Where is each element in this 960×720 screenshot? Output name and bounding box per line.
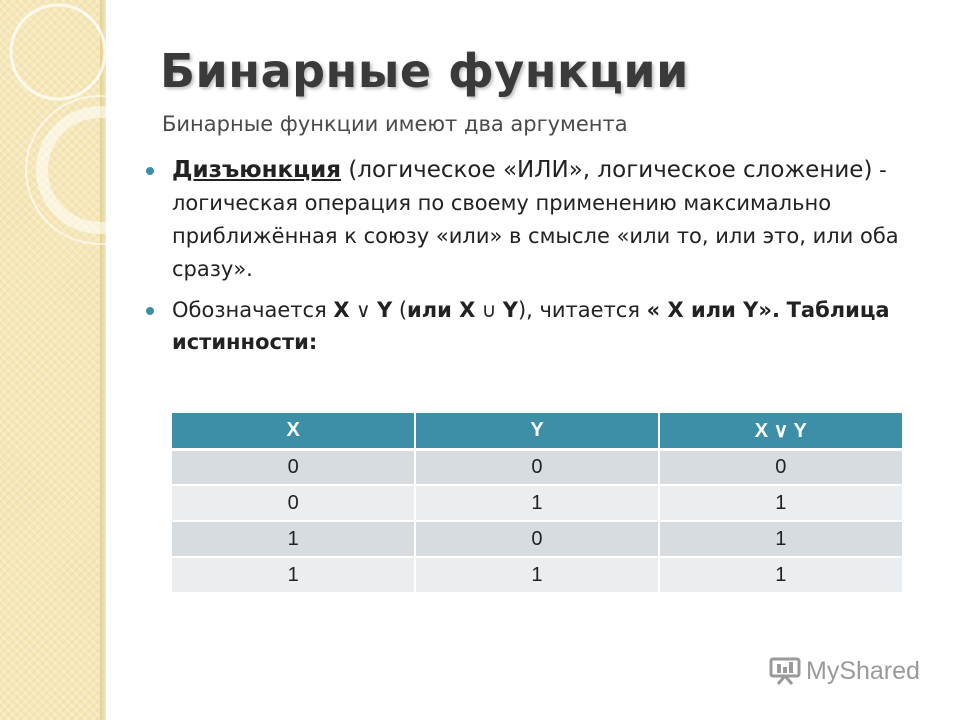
spacer <box>780 298 787 322</box>
bullet-2-marker <box>146 307 154 315</box>
cell: 1 <box>659 485 902 521</box>
header-y: Y <box>415 413 658 449</box>
watermark-text: MyShared <box>806 656 920 685</box>
var-x: X <box>333 298 350 322</box>
bullet-2 <box>172 294 902 358</box>
cell: 1 <box>172 521 415 557</box>
cell: 0 <box>172 449 415 485</box>
cell: 0 <box>415 521 658 557</box>
term-parenthetical: (логическое «ИЛИ», логическое сложение) <box>341 157 873 183</box>
table-row <box>172 521 902 557</box>
table-row <box>172 449 902 485</box>
table-row <box>172 485 902 521</box>
cell: 1 <box>659 557 902 593</box>
var-y-alt: Y <box>502 298 518 322</box>
table-header-row <box>172 413 902 449</box>
or-symbol: ∨ <box>349 298 377 322</box>
term-disjunction: Дизъюнкция <box>172 157 342 183</box>
truth-table <box>172 413 902 594</box>
header-x-or-y: X ∨ Y <box>659 413 902 449</box>
open-paren: ( <box>392 298 408 322</box>
alt-label: или <box>407 298 460 322</box>
cell: 0 <box>172 485 415 521</box>
header-x: X <box>172 413 415 449</box>
var-y: Y <box>376 298 393 322</box>
table-caption: Таблица истинности: <box>172 298 890 354</box>
decorative-circles <box>0 0 160 280</box>
cell: 0 <box>659 449 902 485</box>
union-symbol: ∪ <box>475 298 503 322</box>
slide-title: Бинарные функции <box>160 44 689 98</box>
definition-text: - логическая операция по своему применению максимально приближённая к союзу «или» в смысле «или то, или это, или оба сразу». <box>172 158 899 281</box>
bullet-1-marker <box>146 167 154 175</box>
watermark <box>768 656 920 686</box>
slide-subtitle: Бинарные функции имеют два аргумента <box>162 112 628 136</box>
cell: 1 <box>415 485 658 521</box>
var-x-alt: X <box>459 298 476 322</box>
cell: 1 <box>659 521 902 557</box>
cell: 1 <box>172 557 415 593</box>
notation-label: Обозначается <box>172 298 334 322</box>
cell: 0 <box>415 449 658 485</box>
reading-quote: « X или Y». <box>646 298 780 322</box>
reading-label: ), читается <box>517 298 647 322</box>
table-row <box>172 557 902 593</box>
cell: 1 <box>415 557 658 593</box>
bullet-1 <box>172 154 902 286</box>
presentation-icon <box>768 656 802 686</box>
